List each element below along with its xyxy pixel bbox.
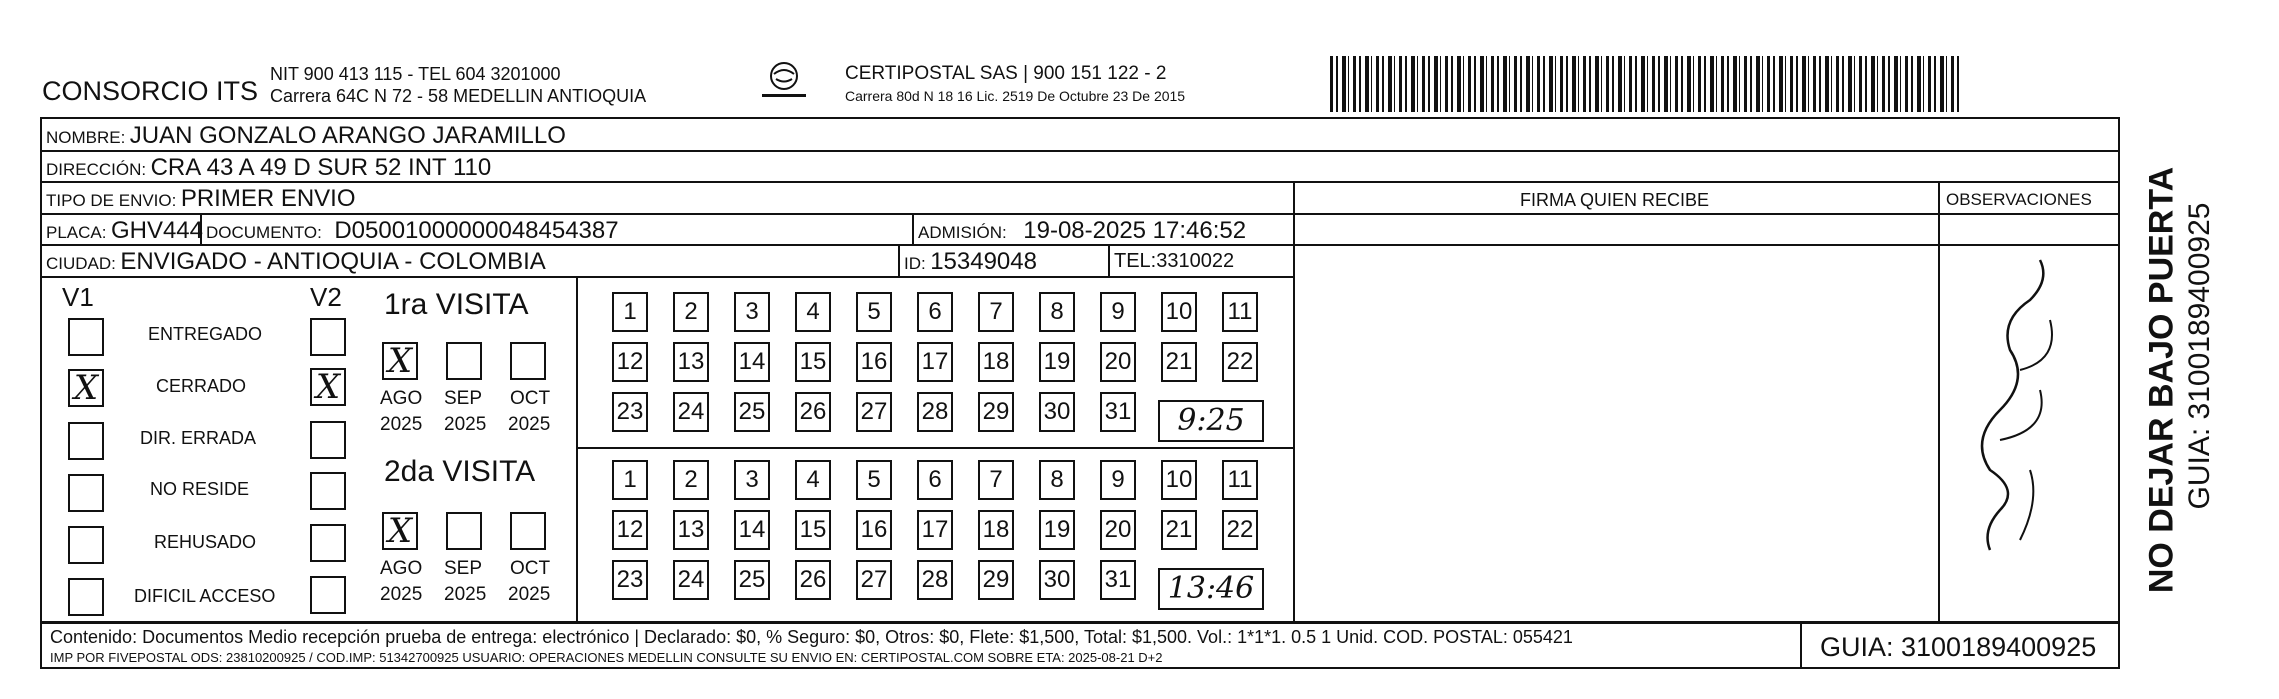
v2-checkbox-no-reside[interactable]: [310, 472, 346, 510]
first-visit-day-15[interactable]: 15: [795, 342, 831, 382]
first-visit-year-oct: 2025: [508, 414, 551, 435]
second-visit-day-16[interactable]: 16: [856, 510, 892, 550]
company-nit: NIT 900 413 115 - TEL 604 3201000: [270, 64, 561, 84]
first-visit-day-29[interactable]: 29: [978, 392, 1014, 432]
second-visit-title: 2da VISITA: [384, 455, 536, 488]
second-visit-day-19[interactable]: 19: [1039, 510, 1075, 550]
first-visit-month-ago: AGO: [380, 388, 423, 409]
footer-imp: IMP POR FIVEPOSTAL ODS: 23810200925 / COD.IMP: 51342700925 USUARIO: OPERACIONES MEDELLIN CONSULTE SU ENVIO EN: CERTIPOSTAL.COM SOBRE ETA: 2025-08-21 D+2: [50, 650, 1163, 665]
v2-label: V2: [310, 282, 342, 312]
carrier-name: CERTIPOSTAL SAS | 900 151 122 - 2: [845, 63, 1167, 84]
direccion-label: DIRECCIÓN:: [46, 160, 147, 179]
first-visit-day-4[interactable]: 4: [795, 292, 831, 332]
v1-checkbox-cerrado[interactable]: X: [68, 369, 104, 407]
barcode: [1330, 56, 1962, 112]
first-visit-day-6[interactable]: 6: [917, 292, 953, 332]
documento-label: DOCUMENTO:: [206, 223, 322, 242]
first-visit-day-2[interactable]: 2: [673, 292, 709, 332]
first-visit-day-24[interactable]: 24: [673, 392, 709, 432]
nombre-label: NOMBRE:: [46, 128, 126, 147]
first-visit-day-14[interactable]: 14: [734, 342, 770, 382]
second-visit-day-8[interactable]: 8: [1039, 460, 1075, 500]
second-visit-time[interactable]: 13:46: [1158, 568, 1264, 610]
id-label: ID:: [904, 254, 926, 273]
first-visit-day-22[interactable]: 22: [1222, 342, 1258, 382]
first-visit-day-8[interactable]: 8: [1039, 292, 1075, 332]
admision-value: 19-08-2025 17:46:52: [1023, 217, 1247, 244]
second-visit-day-7[interactable]: 7: [978, 460, 1014, 500]
ciudad-label: CIUDAD:: [46, 254, 116, 273]
v1-checkbox-dir-errada[interactable]: [68, 422, 104, 460]
first-visit-day-13[interactable]: 13: [673, 342, 709, 382]
company-address: Carrera 64C N 72 - 58 MEDELLIN ANTIOQUIA: [270, 86, 647, 106]
first-visit-day-11[interactable]: 11: [1222, 292, 1258, 332]
footer-contenido: Contenido: Documentos Medio recepción prueba de entrega: electrónico | Declarado: $0, % Seguro: $0, Otros: $0, Flete: $1,500, Total: $1,500. Vol.: 1*1*1. 0.5 1 Unid. COD. POSTAL: 055421: [50, 627, 1573, 647]
second-visit-day-31[interactable]: 31: [1100, 560, 1136, 600]
direccion-value: CRA 43 A 49 D SUR 52 INT 110: [150, 154, 492, 181]
v1-checkbox-entregado[interactable]: [68, 318, 104, 356]
carrier-address: Carrera 80d N 18 16 Lic. 2519 De Octubre 23 De 2015: [845, 88, 1186, 104]
v2-checkbox-entregado[interactable]: [310, 318, 346, 356]
second-visit-day-23[interactable]: 23: [612, 560, 648, 600]
first-visit-day-23[interactable]: 23: [612, 392, 648, 432]
second-visit-year-oct: 2025: [508, 584, 551, 605]
second-visit-day-4[interactable]: 4: [795, 460, 831, 500]
first-visit-day-28[interactable]: 28: [917, 392, 953, 432]
second-visit-year-ago: 2025: [380, 584, 423, 605]
first-visit-day-17[interactable]: 17: [917, 342, 953, 382]
second-visit-day-2[interactable]: 2: [673, 460, 709, 500]
first-visit-day-9[interactable]: 9: [1100, 292, 1136, 332]
second-visit-day-5[interactable]: 5: [856, 460, 892, 500]
second-visit-sep-checkbox[interactable]: [446, 512, 482, 550]
company-name: CONSORCIO ITS: [42, 76, 259, 106]
second-visit-day-21[interactable]: 21: [1161, 510, 1197, 550]
observaciones-header: OBSERVACIONES: [1946, 190, 2092, 209]
v2-checkbox-cerrado[interactable]: X: [310, 368, 346, 406]
second-visit-month-sep: SEP: [444, 558, 483, 579]
footer-guia: GUIA: 3100189400925: [1820, 632, 2097, 662]
certipostal-logo-icon: [752, 60, 816, 104]
first-visit-day-25[interactable]: 25: [734, 392, 770, 432]
second-visit-day-30[interactable]: 30: [1039, 560, 1075, 600]
tipo-label: TIPO DE ENVIO:: [46, 191, 177, 210]
first-visit-year-ago: 2025: [380, 414, 423, 435]
first-visit-day-30[interactable]: 30: [1039, 392, 1075, 432]
v1-checkbox-no-reside[interactable]: [68, 474, 104, 512]
v1-checkbox-rehusado[interactable]: [68, 526, 104, 564]
tel-value: TEL:3310022: [1114, 250, 1235, 272]
first-visit-day-16[interactable]: 16: [856, 342, 892, 382]
first-visit-day-18[interactable]: 18: [978, 342, 1014, 382]
first-visit-day-19[interactable]: 19: [1039, 342, 1075, 382]
signature: [1960, 240, 2080, 570]
first-visit-day-5[interactable]: 5: [856, 292, 892, 332]
first-visit-month-sep: SEP: [444, 388, 483, 409]
placa-value: GHV444: [110, 217, 203, 244]
status-dir-errada: DIR. ERRADA: [140, 428, 257, 448]
v1-checkbox-dificil-acceso[interactable]: [68, 578, 104, 616]
second-visit-day-13[interactable]: 13: [673, 510, 709, 550]
id-value: 15349048: [930, 248, 1037, 275]
first-visit-oct-checkbox[interactable]: [510, 342, 546, 380]
nombre-value: JUAN GONZALO ARANGO JARAMILLO: [129, 122, 566, 149]
status-entregado: ENTREGADO: [148, 324, 263, 344]
second-visit-day-12[interactable]: 12: [612, 510, 648, 550]
first-visit-time[interactable]: 9:25: [1158, 400, 1264, 442]
second-visit-day-18[interactable]: 18: [978, 510, 1014, 550]
side-guia: GUIA: 3100189400925: [2183, 202, 2216, 510]
first-visit-day-26[interactable]: 26: [795, 392, 831, 432]
firma-header: FIRMA QUIEN RECIBE: [1520, 190, 1710, 210]
v2-checkbox-dir-errada[interactable]: [310, 421, 346, 459]
second-visit-day-27[interactable]: 27: [856, 560, 892, 600]
tipo-value: PRIMER ENVIO: [180, 185, 356, 212]
second-visit-day-14[interactable]: 14: [734, 510, 770, 550]
v2-checkbox-dificil-acceso[interactable]: [310, 576, 346, 614]
second-visit-ago-checkbox[interactable]: X: [382, 512, 418, 550]
second-visit-day-29[interactable]: 29: [978, 560, 1014, 600]
status-cerrado: CERRADO: [156, 376, 247, 396]
second-visit-day-25[interactable]: 25: [734, 560, 770, 600]
second-visit-day-1[interactable]: 1: [612, 460, 648, 500]
first-visit-day-7[interactable]: 7: [978, 292, 1014, 332]
v1-label: V1: [62, 282, 94, 312]
second-visit-day-17[interactable]: 17: [917, 510, 953, 550]
first-visit-year-sep: 2025: [444, 414, 487, 435]
status-rehusado: REHUSADO: [154, 532, 257, 552]
first-visit-day-20[interactable]: 20: [1100, 342, 1136, 382]
ciudad-value: ENVIGADO - ANTIOQUIA - COLOMBIA: [120, 248, 546, 275]
second-visit-day-28[interactable]: 28: [917, 560, 953, 600]
first-visit-day-3[interactable]: 3: [734, 292, 770, 332]
v2-checkbox-rehusado[interactable]: [310, 524, 346, 562]
second-visit-day-26[interactable]: 26: [795, 560, 831, 600]
first-visit-day-27[interactable]: 27: [856, 392, 892, 432]
first-visit-ago-checkbox[interactable]: X: [382, 342, 418, 380]
second-visit-day-3[interactable]: 3: [734, 460, 770, 500]
second-visit-month-oct: OCT: [510, 558, 551, 579]
status-dificil-acceso: DIFICIL ACCESO: [134, 586, 276, 606]
first-visit-sep-checkbox[interactable]: [446, 342, 482, 380]
placa-label: PLACA:: [46, 223, 107, 242]
second-visit-day-20[interactable]: 20: [1100, 510, 1136, 550]
second-visit-year-sep: 2025: [444, 584, 487, 605]
first-visit-day-10[interactable]: 10: [1161, 292, 1197, 332]
second-visit-day-15[interactable]: 15: [795, 510, 831, 550]
first-visit-title: 1ra VISITA: [384, 288, 529, 321]
first-visit-month-oct: OCT: [510, 388, 551, 409]
second-visit-day-24[interactable]: 24: [673, 560, 709, 600]
first-visit-day-12[interactable]: 12: [612, 342, 648, 382]
admision-label: ADMISIÓN:: [918, 223, 1007, 242]
second-visit-day-9[interactable]: 9: [1100, 460, 1136, 500]
first-visit-day-21[interactable]: 21: [1161, 342, 1197, 382]
first-visit-day-1[interactable]: 1: [612, 292, 648, 332]
first-visit-day-31[interactable]: 31: [1100, 392, 1136, 432]
second-visit-oct-checkbox[interactable]: [510, 512, 546, 550]
second-visit-day-10[interactable]: 10: [1161, 460, 1197, 500]
status-no-reside: NO RESIDE: [150, 479, 250, 499]
second-visit-day-11[interactable]: 11: [1222, 460, 1258, 500]
second-visit-month-ago: AGO: [380, 558, 423, 579]
second-visit-day-22[interactable]: 22: [1222, 510, 1258, 550]
second-visit-day-6[interactable]: 6: [917, 460, 953, 500]
documento-value: D05001000000048454387: [334, 217, 619, 244]
no-dejar-warning: NO DEJAR BAJO PUERTA: [2142, 166, 2181, 594]
